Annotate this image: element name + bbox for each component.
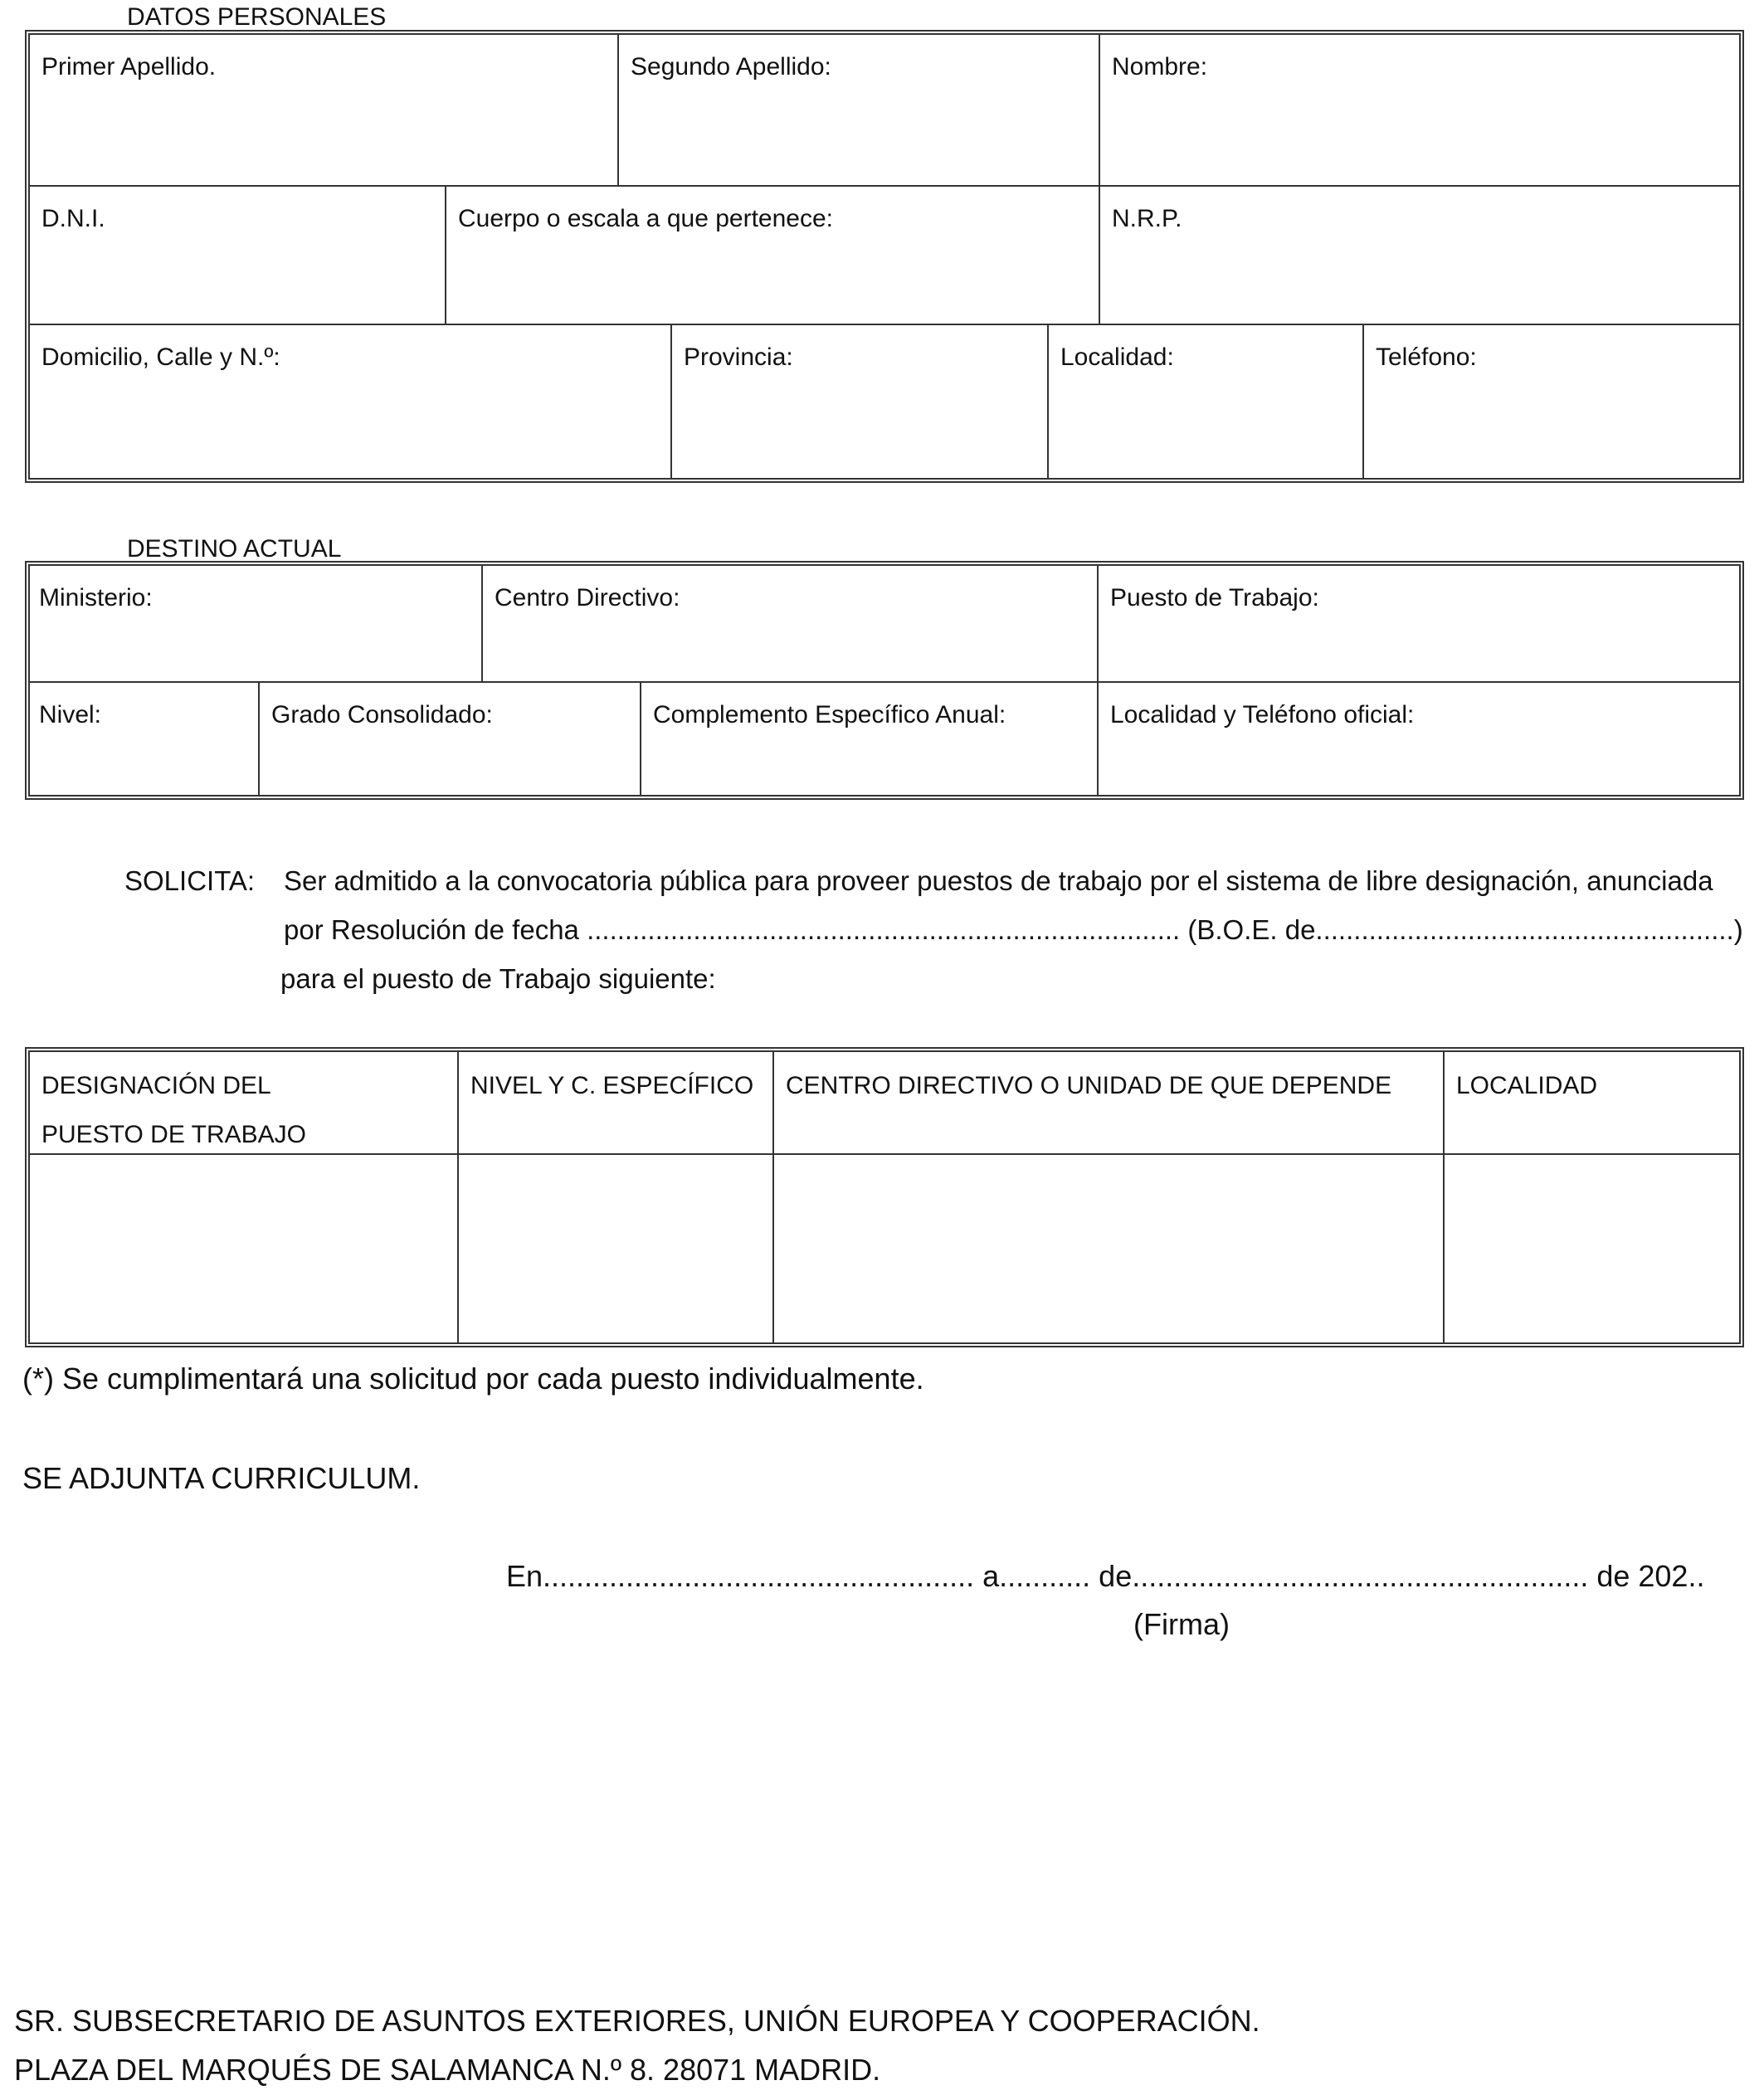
label-primer-apellido: Primer Apellido. <box>41 53 217 80</box>
header-designacion-line1: DESIGNACIÓN DEL <box>41 1072 271 1099</box>
input-nivel-especifico[interactable] <box>457 1153 772 1342</box>
header-nivel-especifico <box>457 1052 772 1153</box>
adjunta-text: SE ADJUNTA CURRICULUM. <box>22 1461 421 1495</box>
field-centro-directivo[interactable] <box>481 566 1097 681</box>
destinatario-line-2: PLAZA DEL MARQUÉS DE SALAMANCA N.º 8. 28071 MADRID. <box>14 2053 881 2087</box>
label-dni: D.N.I. <box>41 205 105 232</box>
label-localidad: Localidad: <box>1060 343 1174 371</box>
label-nrp: N.R.P. <box>1112 205 1182 232</box>
field-localidad-telefono-oficial[interactable] <box>1097 681 1739 795</box>
input-localidad[interactable] <box>1443 1153 1739 1342</box>
header-designacion-line2: PUESTO DE TRABAJO <box>41 1121 306 1148</box>
header-localidad <box>1443 1052 1739 1153</box>
header-centro-directivo <box>772 1052 1443 1153</box>
field-primer-apellido[interactable] <box>30 35 617 185</box>
label-complemento-especifico: Complemento Específico Anual: <box>653 701 1006 728</box>
field-nombre[interactable] <box>1099 35 1739 185</box>
firma-label: (Firma) <box>1133 1607 1230 1641</box>
solicita-line-2: por Resolución de fecha .............................................................................. (B.O.E. de.......................................................) <box>284 914 1743 945</box>
label-nivel: Nivel: <box>39 701 102 728</box>
field-grado-consolidado[interactable] <box>258 681 640 795</box>
field-nivel[interactable] <box>30 681 258 795</box>
puesto-table <box>25 1047 1744 1347</box>
header-designacion <box>30 1052 457 1153</box>
solicita-line-1: Ser admitido a la convocatoria pública para proveer puestos de trabajo por el sistema de libre designación, anunciada <box>284 865 1713 896</box>
field-puesto-trabajo[interactable] <box>1097 566 1739 681</box>
label-grado-consolidado: Grado Consolidado: <box>271 701 493 728</box>
field-ministerio[interactable] <box>30 566 481 681</box>
destinatario-line-1: SR. SUBSECRETARIO DE ASUNTOS EXTERIORES, UNIÓN EUROPEA Y COOPERACIÓN. <box>14 2004 1260 2038</box>
label-localidad-telefono-oficial: Localidad y Teléfono oficial: <box>1110 701 1415 728</box>
note-text: (*) Se cumplimentará una solicitud por cada puesto individualmente. <box>22 1362 924 1396</box>
label-ministerio: Ministerio: <box>39 584 153 611</box>
destino-actual-table <box>25 561 1744 800</box>
fecha-line[interactable]: En.................................................... a........... de....................................................... de 202.. <box>506 1559 1705 1593</box>
header-localidad-label: LOCALIDAD <box>1456 1072 1598 1099</box>
label-cuerpo-escala: Cuerpo o escala a que pertenece: <box>458 205 833 232</box>
header-centro-directivo-label: CENTRO DIRECTIVO O UNIDAD DE QUE DEPENDE <box>786 1072 1392 1099</box>
label-puesto-trabajo: Puesto de Trabajo: <box>1110 584 1319 611</box>
header-nivel-especifico-label: NIVEL Y C. ESPECÍFICO <box>470 1072 754 1099</box>
label-domicilio: Domicilio, Calle y N.º: <box>41 343 280 371</box>
input-designacion[interactable] <box>30 1153 457 1342</box>
datos-personales-table <box>25 30 1744 483</box>
label-centro-directivo: Centro Directivo: <box>495 584 680 611</box>
field-telefono[interactable] <box>1362 324 1739 478</box>
destino-actual-title: DESTINO ACTUAL <box>127 535 342 563</box>
field-dni[interactable] <box>30 185 445 324</box>
field-provincia[interactable] <box>670 324 1047 478</box>
field-cuerpo-escala[interactable] <box>445 185 1099 324</box>
solicita-line-3: para el puesto de Trabajo siguiente: <box>280 963 716 994</box>
solicita-label: SOLICITA: <box>124 865 256 896</box>
datos-personales-title: DATOS PERSONALES <box>127 3 387 31</box>
label-nombre: Nombre: <box>1112 53 1208 80</box>
field-complemento-especifico[interactable] <box>640 681 1097 795</box>
field-localidad[interactable] <box>1047 324 1362 478</box>
field-segundo-apellido[interactable] <box>617 35 1099 185</box>
field-nrp[interactable] <box>1099 185 1739 324</box>
label-provincia: Provincia: <box>684 343 793 371</box>
input-centro-directivo[interactable] <box>772 1153 1443 1342</box>
field-domicilio[interactable] <box>30 324 670 478</box>
label-segundo-apellido: Segundo Apellido: <box>631 53 831 80</box>
label-telefono: Teléfono: <box>1376 343 1477 371</box>
